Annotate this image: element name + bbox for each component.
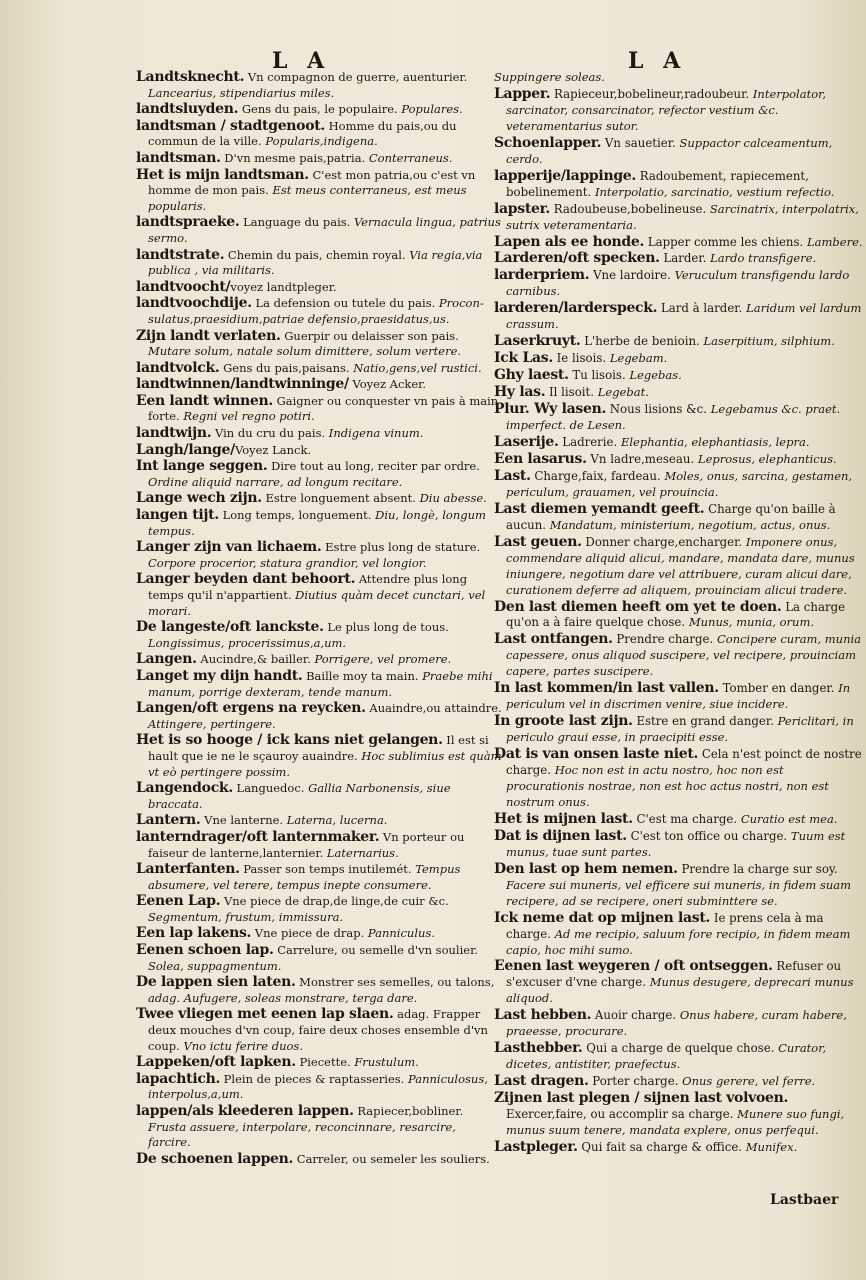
dictionary-entry — [494, 502, 864, 534]
french-gloss: Il est si hault que ie ne le sçauroy auaindre. — [148, 733, 489, 763]
dictionary-entry — [494, 368, 864, 384]
latin-gloss: Diu, longè, longum tempus. — [148, 508, 486, 538]
headword: Int lange seggen. — [136, 458, 268, 475]
french-gloss: Long temps, longuement. — [218, 508, 376, 523]
dictionary-entry — [136, 102, 502, 118]
headword: Langer zijn van lichaem. — [136, 539, 322, 556]
headword: Ghy laest. — [494, 367, 569, 384]
headword: De lappen sien laten. — [136, 974, 296, 991]
latin-gloss: Attingere, pertingere. — [148, 716, 276, 731]
latin-gloss: Suppactor calceamentum, cerdo. — [506, 135, 833, 166]
french-gloss: L'herbe de benioin. — [580, 334, 704, 349]
french-gloss: Estre plus long de stature. — [321, 540, 481, 555]
french-gloss: Le plus long de tous. — [323, 620, 449, 635]
headword: landtwijn. — [136, 425, 212, 442]
headword: Zijnen last plegen / sijnen last volvoen. — [494, 1090, 789, 1107]
dictionary-entry — [136, 377, 502, 393]
french-gloss: Tu lisois. — [568, 368, 630, 383]
latin-gloss: Curatio est mea. — [740, 811, 838, 826]
headword: Landtsknecht. — [136, 69, 245, 85]
french-gloss: Vne lanterne. — [200, 813, 287, 828]
latin-gloss: Frusta assuere, interpolare, reconcinnare, resarcire, farcire. — [148, 1119, 456, 1150]
dictionary-entry — [494, 87, 864, 135]
dictionary-entry — [494, 812, 864, 828]
dictionary-entry — [494, 535, 864, 599]
french-gloss: Chemin du pais, chemin royal. — [224, 247, 410, 262]
headword: landtstrate. — [136, 246, 225, 263]
dictionary-entry — [136, 1007, 502, 1054]
french-gloss: Passer son temps inutilemét. — [239, 862, 416, 877]
headword: Het is so hooge / ick kans niet gelangen. — [136, 732, 443, 749]
french-gloss: Voyez Acker. — [348, 377, 427, 392]
french-gloss: Vne piece de drap. — [251, 926, 368, 941]
latin-gloss: Suppingere soleas. — [494, 70, 605, 84]
headword: landtspraeke. — [136, 214, 240, 231]
dictionary-entry — [136, 394, 502, 425]
headword: In last kommen/in last vallen. — [494, 680, 719, 697]
french-gloss: Languedoc. — [232, 781, 309, 796]
headword: Eenen Lap. — [136, 893, 221, 910]
dictionary-entry — [494, 829, 864, 861]
latin-gloss: Regni vel regno potiri. — [183, 409, 315, 424]
french-gloss: Charge,faix, fardeau. — [530, 468, 665, 483]
dictionary-entry — [494, 959, 864, 1007]
french-gloss: C'est mon patria,ou c'est vn homme de mon pais. — [148, 167, 476, 198]
dictionary-entry — [136, 781, 502, 812]
french-gloss: Larder. — [659, 251, 711, 266]
headword: Ick Las. — [494, 350, 553, 367]
french-gloss: Radoubement, rapiecement, bobelinement. — [506, 168, 809, 199]
running-head-left: L A — [272, 48, 331, 74]
dictionary-entry — [136, 975, 502, 1006]
headword: Lapper. — [494, 85, 551, 102]
dictionary-entry — [494, 202, 864, 234]
latin-gloss: Populares. — [401, 102, 463, 117]
headword: landtsluyden. — [136, 101, 239, 118]
headword: Den last op hem nemen. — [494, 860, 678, 877]
dictionary-entry — [494, 632, 864, 680]
dictionary-entry — [494, 136, 864, 168]
headword: Langen. — [136, 651, 197, 668]
headword: landtsman / stadtgenoot. — [136, 117, 325, 134]
dictionary-entry — [136, 894, 502, 925]
dictionary-entry — [136, 361, 502, 377]
dictionary-entry — [136, 701, 502, 732]
dictionary-entry — [136, 151, 502, 167]
dictionary-entry — [494, 235, 864, 251]
french-gloss: La charge qu'on a à faire quelque chose. — [506, 599, 846, 630]
headword: De schoenen lappen. — [136, 1150, 294, 1167]
catchword: Lastbaer — [770, 1192, 839, 1208]
dictionary-entry — [136, 1104, 502, 1151]
latin-gloss: adag. Aufugere, soleas monstrare, terga dare. — [148, 990, 418, 1005]
dictionary-entry — [494, 435, 864, 451]
french-gloss: Vne piece de drap,de linge,de cuir &c. — [220, 894, 449, 909]
latin-gloss: Elephantia, elephantiasis, lepra. — [620, 434, 810, 449]
headword: Lantern. — [136, 812, 201, 829]
french-gloss: Qui a charge de quelque chose. — [582, 1041, 779, 1056]
french-gloss: Gaigner ou conquester vn pais à main forte. — [148, 393, 499, 424]
french-gloss: La defension ou tutele du pais. — [251, 296, 439, 311]
dictionary-entry — [494, 70, 864, 86]
french-gloss: Gens du pais,paisans. — [219, 360, 354, 375]
french-gloss: Estre longuement absent. — [261, 491, 420, 506]
latin-gloss: Interpolatio, sarcinatio, vestium refectio. — [594, 184, 835, 199]
headword: Langendock. — [136, 780, 233, 797]
latin-gloss: Panniculosus, interpolus,a,um. — [148, 1071, 488, 1102]
dictionary-entry — [494, 301, 864, 333]
dictionary-entry — [494, 385, 864, 401]
dictionary-entry — [136, 119, 502, 150]
dictionary-entry — [136, 296, 502, 327]
latin-gloss: Hoc sublimius est quàm vt eò pertingere possim. — [148, 748, 502, 779]
headword: Zijn landt verlaten. — [136, 327, 281, 344]
dictionary-entry — [136, 280, 502, 296]
headword: landtvoocht/ — [136, 278, 231, 295]
dictionary-entry — [136, 926, 502, 942]
french-gloss: Attendre plus long temps qu'il n'appartient. — [148, 572, 468, 602]
french-gloss: Piecette. — [295, 1055, 355, 1070]
latin-gloss: Vernacula lingua, patrius sermo. — [148, 215, 501, 245]
headword: Lanterfanten. — [136, 861, 240, 878]
dictionary-entry — [494, 452, 864, 468]
latin-gloss: Legebamus &c. praet. imperfect. de Lesen. — [506, 402, 841, 433]
latin-gloss: Frustulum. — [354, 1055, 419, 1070]
latin-gloss: Onus habere, curam habere, praeesse, procurare. — [506, 1008, 847, 1039]
headword: Larderen/oft specken. — [494, 250, 660, 267]
french-gloss: C'est ma charge. — [632, 811, 741, 826]
headword: lappen/als kleederen lappen. — [136, 1103, 354, 1119]
latin-gloss: Tuum est munus, tuae sunt partes. — [506, 828, 846, 859]
headword: Last ontfangen. — [494, 631, 613, 648]
latin-gloss: Diutius quàm decet cunctari, vel morari. — [148, 588, 486, 618]
french-gloss: Gens du pais, le populaire. — [238, 102, 402, 117]
headword: Langh/lange/ — [136, 441, 235, 458]
headword: lanterndrager/oft lanternmaker. — [136, 828, 380, 845]
headword: Een lap lakens. — [136, 925, 252, 942]
headword: landtvolck. — [136, 359, 220, 376]
latin-gloss: Lardo transfigere. — [710, 251, 817, 266]
french-gloss: D'vn mesme pais,patria. — [220, 150, 369, 165]
dictionary-entry — [136, 652, 502, 668]
latin-gloss: Tempus absumere, vel terere, tempus inepte consumere. — [148, 862, 461, 892]
headword: Het is mijn landtsman. — [136, 166, 309, 183]
latin-gloss: Longissimus, procerissimus,a,um. — [148, 635, 347, 650]
french-gloss: Prendre charge. — [612, 632, 717, 647]
dictionary-entry — [136, 70, 502, 101]
headword: Lapen als ee honde. — [494, 233, 645, 250]
dictionary-entry — [136, 168, 502, 215]
latin-gloss: Laserpitium, silphium. — [703, 334, 835, 349]
latin-gloss: Munus desugere, deprecari munus aliquod. — [506, 975, 854, 1006]
latin-gloss: Laterna, lucerna. — [286, 813, 388, 828]
headword: Een lasarus. — [494, 450, 587, 467]
latin-gloss: Porrigere, vel promere. — [314, 652, 452, 667]
dictionary-entry — [494, 862, 864, 910]
dictionary-entry — [136, 813, 502, 829]
dictionary-entry — [136, 862, 502, 893]
headword: Last geuen. — [494, 533, 582, 550]
french-gloss: adag. Frapper deux mouches d'vn coup, faire deux choses ensemble d'vn coup. — [148, 1007, 488, 1053]
french-gloss: Language du pais. — [239, 215, 354, 230]
dictionary-entry — [494, 911, 864, 959]
latin-gloss: Ordine aliquid narrare, ad longum recitare. — [148, 474, 403, 489]
latin-gloss: Natio,gens,vel rustici. — [353, 360, 482, 375]
dictionary-entry — [136, 459, 502, 490]
dictionary-entry — [136, 540, 502, 571]
headword: larderpriem. — [494, 267, 590, 284]
french-gloss: Tomber en danger. — [718, 681, 839, 696]
dictionary-entry — [136, 215, 502, 246]
latin-gloss: Procon-sulatus,praesidium,patriae defensio,praesidatus,us. — [148, 296, 484, 326]
dictionary-entry — [494, 251, 864, 267]
headword: landtvoochdije. — [136, 295, 252, 312]
french-gloss: Auaindre,ou attaindre. — [365, 701, 502, 716]
dictionary-entry — [494, 334, 864, 350]
latin-gloss: Segmentum, frustum, immissura. — [148, 909, 344, 924]
headword: Het is mijnen last. — [494, 810, 633, 827]
headword: Twee vliegen met eenen lap slaen. — [136, 1006, 394, 1023]
french-gloss: Rapiecer,bobliner. — [353, 1104, 464, 1118]
french-gloss: Baille moy ta main. — [302, 668, 423, 683]
latin-gloss: Legebat. — [597, 385, 649, 400]
french-gloss: Charge qu'on baille à aucun. — [506, 501, 836, 532]
french-gloss: Lard à larder. — [657, 301, 747, 316]
dictionary-entry — [494, 268, 864, 300]
french-gloss: Il lisoit. — [545, 385, 598, 400]
headword: Laserije. — [494, 433, 559, 450]
latin-gloss: Diu abesse. — [419, 491, 487, 506]
french-gloss: Nous lisions &c. — [606, 402, 711, 417]
headword: landtsman. — [136, 149, 221, 166]
french-gloss: Rapieceur,bobelineur,radoubeur. — [550, 86, 753, 101]
dictionary-entry — [136, 620, 502, 651]
headword: Langen/oft ergens na reycken. — [136, 700, 366, 717]
french-gloss: Estre en grand danger. — [632, 714, 778, 729]
dictionary-entry — [136, 1072, 502, 1103]
headword: Laserkruyt. — [494, 333, 581, 350]
headword: Eenen schoen lap. — [136, 942, 274, 959]
dictionary-entry — [494, 1008, 864, 1040]
dictionary-entry — [494, 1041, 864, 1073]
latin-gloss: Munus, munia, orum. — [688, 615, 815, 630]
latin-gloss: Gallia Narbonensis, siue braccata. — [148, 781, 451, 811]
french-gloss: voyez landtpleger. — [230, 279, 337, 294]
dictionary-entry — [494, 1091, 864, 1139]
french-gloss: Lapper comme les chiens. — [644, 234, 808, 249]
headword: Last dragen. — [494, 1073, 589, 1090]
headword: Lasthebber. — [494, 1040, 583, 1057]
latin-gloss: Veruculum transfigendu lardo carnibus. — [506, 268, 850, 299]
dictionary-entry — [494, 351, 864, 367]
headword: Eenen last weygeren / oft ontseggen. — [494, 958, 773, 975]
dictionary-entry — [136, 943, 502, 974]
latin-gloss: Popularis,indigena. — [265, 134, 378, 149]
latin-gloss: Conterraneus. — [368, 150, 453, 165]
french-gloss: Vin du cru du pais. — [211, 426, 329, 441]
headword: In groote last zijn. — [494, 713, 633, 730]
french-gloss: Monstrer ses semelles, ou talons, — [295, 975, 495, 990]
latin-gloss: Via regia,via publica , via militaris. — [148, 247, 483, 278]
headword: Dat is dijnen last. — [494, 827, 627, 844]
french-gloss: Vn compagnon de guerre, auenturier. — [244, 70, 468, 84]
headword: lapster. — [494, 200, 550, 217]
french-gloss: Donner charge,encharger. — [581, 534, 746, 549]
dictionary-entry — [136, 329, 502, 360]
dictionary-entry — [494, 714, 864, 746]
headword: Hy las. — [494, 384, 546, 401]
latin-gloss: Laternarius. — [326, 845, 399, 860]
french-gloss: Prendre la charge sur soy. — [677, 861, 838, 876]
latin-gloss: Hoc non est in actu nostro, hoc non est procurationis nostrae, non est hoc actus nostri, non est nostrum onus. — [506, 763, 829, 809]
latin-gloss: Praebe mihi manum, porrige dexteram, tende manum. — [148, 668, 493, 699]
latin-gloss: Onus gerere, vel ferre. — [682, 1074, 816, 1089]
left-column — [136, 70, 502, 1168]
headword: Plur. Wy lasen. — [494, 401, 607, 418]
headword: Last. — [494, 467, 531, 484]
latin-gloss: Laridum vel lardum crassum. — [506, 301, 862, 332]
latin-gloss: Indigena vinum. — [328, 426, 424, 441]
latin-gloss: Imponere onus, commendare aliquid alicui, mandare, mandata dare, munus iniungere, negotium dare vel attribuere, curam alicui dare, curationem deferre ad aliquem, prouinciam alicui tradere. — [506, 534, 855, 597]
french-gloss: Plein de pieces & raptasseries. — [220, 1071, 408, 1086]
headword: Een landt winnen. — [136, 392, 273, 409]
latin-gloss: Mandatum, ministerium, negotium, actus, onus. — [549, 517, 831, 532]
french-gloss: Carreler, ou semeler les souliers. — [293, 1151, 490, 1166]
running-head-right: L A — [628, 48, 687, 74]
right-column — [494, 70, 864, 1157]
headword: lapperije/lappinge. — [494, 167, 636, 184]
french-gloss: Vn ladre,meseau. — [586, 451, 698, 466]
latin-gloss: Est meus conterraneus, est meus popularis. — [148, 183, 467, 213]
french-gloss: Cela n'est poinct de nostre charge. — [506, 747, 862, 778]
dictionary-entry — [494, 169, 864, 201]
headword: Last diemen yemandt geeft. — [494, 500, 705, 517]
latin-gloss: Solea, suppagmentum. — [148, 958, 282, 973]
french-gloss: Refuser ou s'excuser d'vne charge. — [506, 959, 842, 990]
french-gloss: Radoubeuse,bobelineuse. — [550, 201, 710, 216]
french-gloss: Aucindre,& bailler. — [196, 652, 315, 667]
french-gloss: Vne lardoire. — [589, 268, 675, 283]
french-gloss: Porter charge. — [588, 1074, 683, 1089]
latin-gloss: Interpolator, sarcinator, consarcinator, refector vestium &c. veteramentarius sutor. — [506, 86, 827, 133]
dictionary-entry — [136, 426, 502, 442]
french-gloss: Ladrerie. — [558, 434, 621, 449]
french-gloss: Guerpir ou delaisser son pais. — [280, 328, 459, 343]
headword: larderen/larderspeck. — [494, 300, 658, 317]
dictionary-entry — [136, 248, 502, 279]
dictionary-entry — [494, 1140, 864, 1156]
french-gloss: Auoir charge. — [591, 1008, 680, 1023]
latin-gloss: Ad me recipio, saluum fore recipio, in fidem meam capio, hoc mihi sumo. — [506, 926, 851, 957]
french-gloss: Exercer,faire, ou accomplir sa charge. — [506, 1107, 738, 1122]
french-gloss: Carrelure, ou semelle d'vn soulier. — [273, 943, 478, 958]
latin-gloss: Facere sui muneris, vel efficere sui muneris, in fidem suam recipere, ad se recipere, oneri subminttere se. — [506, 877, 852, 908]
dictionary-entry — [136, 669, 502, 700]
dictionary-entry — [136, 1152, 502, 1168]
french-gloss: Dire tout au long, reciter par ordre. — [267, 459, 480, 474]
headword: Langet my dijn handt. — [136, 667, 303, 684]
headword: Last hebben. — [494, 1007, 592, 1024]
latin-gloss: Corpore procerior, statura grandior, vel longior. — [148, 555, 427, 570]
headword: Lappeken/oft lapken. — [136, 1054, 296, 1071]
dictionary-entry — [494, 469, 864, 501]
dictionary-entry — [136, 830, 502, 861]
latin-gloss: Vno ictu ferire duos. — [183, 1038, 303, 1053]
french-gloss: Voyez Lanck. — [234, 442, 312, 457]
headword: langen tijt. — [136, 507, 219, 524]
latin-gloss: Munere suo fungi, munus suum tenere, mandata explere, onus perfequi. — [506, 1107, 845, 1137]
latin-gloss: Leprosus, elephanticus. — [697, 451, 837, 466]
dictionary-entry — [136, 1055, 502, 1071]
headword: Dat is van onsen laste niet. — [494, 746, 699, 763]
french-gloss: Ie lisois. — [552, 351, 610, 366]
dictionary-entry — [494, 600, 864, 632]
headword: Lange wech zijn. — [136, 490, 262, 507]
dictionary-entry — [136, 508, 502, 539]
dictionary-entry — [136, 443, 502, 459]
headword: Lastpleger. — [494, 1138, 578, 1155]
headword: landtwinnen/landtwinninge/ — [136, 376, 349, 393]
headword: Den last diemen heeft om yet te doen. — [494, 598, 782, 615]
latin-gloss: In periculum vel in discrimen venire, siue incidere. — [506, 681, 851, 712]
latin-gloss: Sarcinatrix, interpolatrix, sutrix veteramentaria. — [506, 201, 859, 232]
french-gloss: Qui fait sa charge & office. — [577, 1139, 746, 1154]
headword: Ick neme dat op mijnen last. — [494, 909, 711, 926]
headword: De langeste/oft lanckste. — [136, 619, 324, 636]
latin-gloss: Lambere. — [807, 234, 863, 249]
latin-gloss: Munifex. — [745, 1139, 798, 1154]
latin-gloss: Concipere curam, munia capessere, onus aliquod suscipere, vel recipere, prouinciam capere, partes suscipere. — [506, 632, 862, 679]
latin-gloss: Lancearius, stipendiarius miles. — [148, 85, 335, 100]
latin-gloss: Curator, dicetes, antistiter, praefectus. — [506, 1041, 827, 1072]
dictionary-entry — [136, 733, 502, 780]
dictionary-entry — [494, 747, 864, 811]
dictionary-entry — [494, 681, 864, 713]
latin-gloss: Periclitari, in periculo graui esse, in praecipiti esse. — [506, 714, 854, 745]
latin-gloss: Moles, onus, sarcina, gestamen, periculum, grauamen, vel prouincia. — [506, 468, 853, 499]
dictionary-entry — [494, 402, 864, 434]
latin-gloss: Mutare solum, natale solum dimittere, solum vertere. — [148, 344, 462, 359]
headword: Schoenlapper. — [494, 134, 602, 151]
french-gloss: Vn porteur ou faiseur de lanterne,lanternier. — [148, 829, 465, 860]
headword: Langer beyden dant behoort. — [136, 571, 356, 588]
latin-gloss: Panniculus. — [367, 926, 435, 941]
latin-gloss: Legebam. — [609, 351, 668, 366]
french-gloss: Ie prens cela à ma charge. — [506, 910, 824, 941]
latin-gloss: Legebas. — [629, 368, 682, 383]
headword: lapachtich. — [136, 1070, 221, 1087]
dictionary-entry — [136, 491, 502, 507]
french-gloss: Homme du pais,ou du commun de la ville. — [148, 118, 457, 149]
dictionary-entry — [494, 1074, 864, 1090]
french-gloss: C'est ton office ou charge. — [626, 828, 791, 843]
dictionary-entry — [136, 572, 502, 619]
french-gloss: Vn sauetier. — [601, 135, 680, 150]
